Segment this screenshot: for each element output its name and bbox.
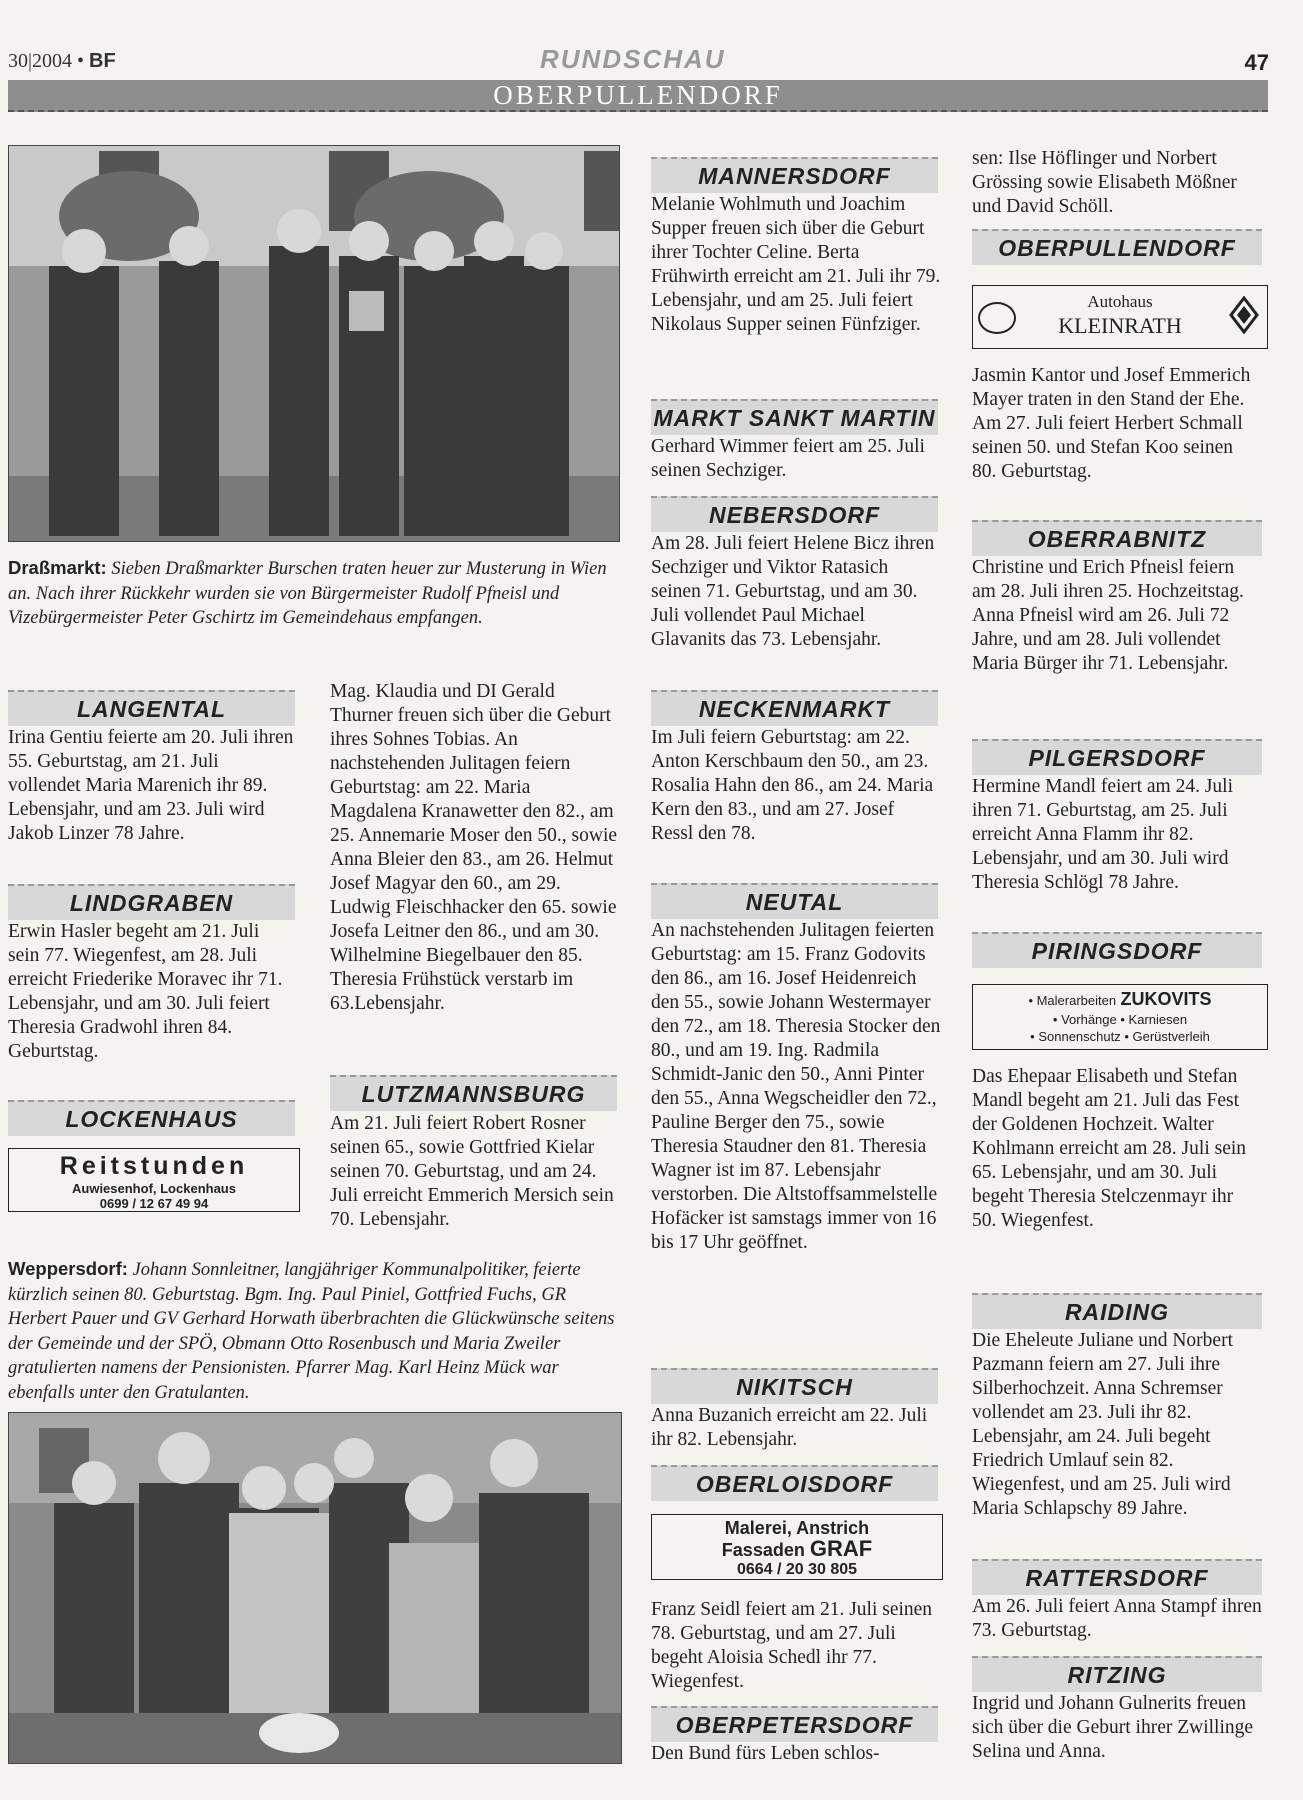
section-heading-mannersdorf: MANNERSDORF — [651, 157, 938, 193]
ad-zukovits-line3: • Sonnenschutz • Gerüstverleih — [1030, 1029, 1210, 1044]
caption-text: Sieben Draßmarkter Burschen traten heuer zur Musterung in Wien an. Nach ihrer Rückkehr wurden sie von Bürgermeister Rudolf Pfneisl und Vizebürgermeister Peter Gschirtz im Gemeindehaus empfangen. — [8, 559, 607, 628]
section-text-neutal: An nachstehenden Julitagen feierten Geburtstag: am 15. Franz Godovits den 86., am 16. Josef Heidenreich den 55., sowie Johann Westermayer den 72., am 18. Theresia Stocker den 80., und am 19. Ing. Radmila Schmidt-Janic den 50., Anni Pinter den 55., Anna Wegscheidler den 72., Pauline Berger den 75., sowie Theresia Staudner den 81. Theresia Wagner ist im 87. Lebensjahr verstorben. Die Altstoffsammelstelle Hofäcker ist samstags immer von 16 bis 17 Uhr geöffnet. — [651, 920, 941, 1253]
ad-zukovits-brand: ZUKOVITS — [1120, 989, 1212, 1009]
region-title: OBERPULLENDORF — [493, 80, 783, 110]
caption-weppersdorf — [8, 1257, 620, 1405]
section-heading-pilgersdorf: PILGERSDORF — [972, 739, 1262, 775]
caption-text: Johann Sonnleitner, langjähriger Kommunalpolitiker, feierte kürzlich seinen 80. Geburtstag. Bgm. Ing. Paul Piniel, Gottfried Fuchs, GR Herbert Pauer und GV Gerhard Horwath überbrachten die Glückwünsche seitens der Gemeinde und der SPÖ, Obmann Otto Rosenbusch und Maria Zweiler gratulierten namens der Pensionisten. Pfarrer Mag. Karl Heinz Mück war ebenfalls unter den Gratulanten. — [8, 1260, 615, 1403]
section-heading-nikitsch: NIKITSCH — [651, 1368, 938, 1404]
section-heading-oberpetersdorf: OBERPETERSDORF — [651, 1706, 938, 1742]
section-text-pilgersdorf: Hermine Mandl feiert am 24. Juli ihren 71. Geburtstag, am 25. Juli erreicht Anna Flamm ihr 82. Lebensjahr, und am 30. Juli wird Theresia Schlögl 78 Jahre. — [972, 776, 1234, 893]
ad-kleinrath-name: KLEINRATH — [1058, 313, 1182, 338]
section-text-nikitsch: Anna Buzanich erreicht am 22. Juli ihr 82. Lebensjahr. — [651, 1405, 928, 1450]
ad-graf-brand: GRAF — [809, 1536, 873, 1561]
section-heading-oberpullendorf: OBERPULLENDORF — [972, 229, 1262, 265]
issue-info — [8, 50, 116, 73]
issue-number: 30|2004 • — [8, 50, 85, 72]
ad-graf — [651, 1514, 943, 1580]
section-text-ritzing: Ingrid und Johann Gulnerits freuen sich über die Geburt ihrer Zwillinge Selina und Anna. — [972, 1693, 1254, 1762]
section-heading-neckenmarkt: NECKENMARKT — [651, 690, 938, 726]
caption-drassmarkt — [8, 556, 618, 631]
ad-reitstunden-phone: 0699 / 12 67 49 94 — [99, 1196, 209, 1211]
section-text-intro: Mag. Klaudia und DI Gerald Thurner freuen sich über die Geburt ihres Sohnes Tobias. An nachstehenden Julitagen feiern Geburtstag: am 22. Maria Magdalena Kranawetter den 82., am 25. Annemarie Moser den 50., sowie Anna Bleier den 83., am 26. Helmut Josef Magyar den 60., am 29. Ludwig Fleischhacker den 65. sowie Josefa Leitner den 86., und am 30. Wilhelmine Biegelbauer den 85. Theresia Frühstück verstarb im 63.Lebensjahr. — [330, 681, 618, 1014]
ad-graf-services: Malerei, Anstrich — [724, 1518, 870, 1538]
ad-zukovits-line1 — [973, 989, 1267, 1011]
section-heading-rattersdorf: RATTERSDORF — [972, 1559, 1262, 1595]
section-heading-raiding: RAIDING — [972, 1293, 1262, 1329]
ad-reitstunden — [8, 1148, 300, 1212]
section-heading-oberrabnitz: OBERRABNITZ — [972, 520, 1262, 556]
ad-kleinrath — [972, 285, 1268, 349]
section-heading-langental: LANGENTAL — [8, 690, 295, 726]
section-heading-ritzing: RITZING — [972, 1656, 1262, 1692]
photo-weppersdorf — [8, 1412, 622, 1764]
section-heading-piringsdorf: PIRINGSDORF — [972, 932, 1262, 968]
section-heading-markt-sankt-martin: MARKT SANKT MARTIN — [651, 399, 938, 435]
section-text-neckenmarkt: Im Juli feiern Geburtstag: am 22. Anton Kerschbaum den 50., am 23. Rosalia Hahn den 86., am 24. Maria Kern den 83., und am 27. Josef Ressl den 78. — [651, 727, 934, 844]
ad-reitstunden-title: Reitstunden — [59, 1152, 249, 1180]
publication-title: RUNDSCHAU — [540, 44, 726, 74]
brand-label: BF — [89, 50, 116, 72]
ad-reitstunden-address: Auwiesenhof, Lockenhaus — [72, 1181, 236, 1196]
photo-drassmarkt — [8, 145, 620, 542]
ad-graf-phone: 0664 / 20 30 805 — [736, 1561, 858, 1578]
section-text-rattersdorf: Am 26. Juli feiert Anna Stampf ihren 73. Geburtstag. — [972, 1596, 1262, 1641]
ad-zukovits-line2: • Vorhänge • Karniesen — [1052, 1012, 1188, 1027]
ad-kleinrath-label: Autohaus — [1087, 292, 1153, 311]
section-heading-lutzmannsburg: LUTZMANNSBURG — [330, 1075, 617, 1111]
section-text-lindgraben: Erwin Hasler begeht am 21. Juli sein 77. Wiegenfest, am 28. Juli erreicht Friederike Moravec ihr 71. Lebensjahr, und am 30. Juli feiert Theresia Gradwohl ihren 84. Geburtstag. — [8, 921, 283, 1062]
section-text-markt-sankt-martin: Gerhard Wimmer feiert am 25. Juli seinen Sechziger. — [651, 436, 925, 481]
section-text-oberrabnitz: Christine und Erich Pfneisl feiern am 28. Juli ihren 25. Hochzeitstag. Anna Pfneisl wird am 26. Juli 72 Jahre, und am 28. Juli vollendet Maria Bürger ihr 71. Lebensjahr. — [972, 557, 1244, 674]
renault-logo-icon — [1229, 296, 1259, 334]
section-text-piringsdorf: Das Ehepaar Elisabeth und Stefan Mandl begeht am 21. Juli das Fest der Goldenen Hochzeit. Walter Kohlmann erreicht am 28. Juli sein 65. Lebensjahr, und am 30. Juli begeht Theresia Stelczenmayr ihr 50. Wiegenfest. — [972, 1066, 1247, 1231]
page-number: 47 — [1244, 50, 1269, 75]
section-heading-lockenhaus: LOCKENHAUS — [8, 1100, 295, 1136]
section-heading-neutal: NEUTAL — [651, 883, 938, 919]
section-text-oberpetersdorf-part1: Den Bund fürs Leben schlos- — [651, 1743, 880, 1764]
caption-place: Draßmarkt: — [8, 557, 107, 578]
section-text-langental: Irina Gentiu feierte am 20. Juli ihren 55. Geburtstag, am 21. Juli vollendet Maria Marenich ihr 89. Lebensjahr, und am 23. Juli wird Jakob Linzer 78 Jahre. — [8, 727, 294, 844]
section-heading-oberloisdorf: OBERLOISDORF — [651, 1465, 938, 1501]
section-text-oberloisdorf: Franz Seidl feiert am 21. Juli seinen 78. Geburtstag, und am 27. Juli begeht Aloisia Schedl ihr 77. Wiegenfest. — [651, 1599, 933, 1692]
section-text-mannersdorf: Melanie Wohlmuth und Joachim Supper freuen sich über die Geburt ihrer Tochter Celine. Berta Frühwirth erreicht am 21. Juli ihr 79. Lebensjahr, und am 25. Juli feiert Nikolaus Supper seinen Fünfziger. — [651, 194, 941, 335]
section-text-nebersdorf: Am 28. Juli feiert Helene Bicz ihren Sechziger und Viktor Ratasich seinen 71. Geburtstag, und am 30. Juli vollendet Paul Michael Glavanits das 73. Lebensjahr. — [651, 533, 935, 650]
section-heading-nebersdorf: NEBERSDORF — [651, 496, 938, 532]
section-text-lutzmannsburg: Am 21. Juli feiert Robert Rosner seinen 65., sowie Gottfried Kielar seinen 70. Geburtstag, und am 24. Juli erreicht Emmerich Mersich sein 70. Lebensjahr. — [330, 1113, 614, 1230]
section-text-oberpetersdorf-part2: sen: Ilse Höflinger und Norbert Grössing sowie Elisabeth Mößner und David Schöll. — [972, 148, 1237, 217]
section-text-oberpullendorf: Jasmin Kantor und Josef Emmerich Mayer traten in den Stand der Ehe. Am 27. Juli feiert Herbert Schmall seinen 50. und Stefan Koo seinen 80. Geburtstag. — [972, 365, 1251, 482]
section-heading-lindgraben: LINDGRABEN — [8, 884, 295, 920]
ad-zukovits — [972, 984, 1268, 1050]
ad-graf-name-line — [652, 1538, 942, 1561]
ad-zukovits-service: • Malerarbeiten — [1028, 993, 1117, 1008]
section-text-raiding: Die Eheleute Juliane und Norbert Pazmann feiern am 27. Juli ihre Silberhochzeit. Anna Schremser vollendet am 23. Juli ihr 82. Lebensjahr, am 24. Juli begeht Friedrich Umlauf sein 82. Wiegenfest, und am 25. Juli wird Maria Schlapschy 89 Jahre. — [972, 1330, 1233, 1519]
ad-graf-fassaden: Fassaden — [721, 1540, 805, 1560]
caption-place: Weppersdorf: — [8, 1258, 128, 1279]
mazda-logo-icon — [978, 302, 1016, 334]
